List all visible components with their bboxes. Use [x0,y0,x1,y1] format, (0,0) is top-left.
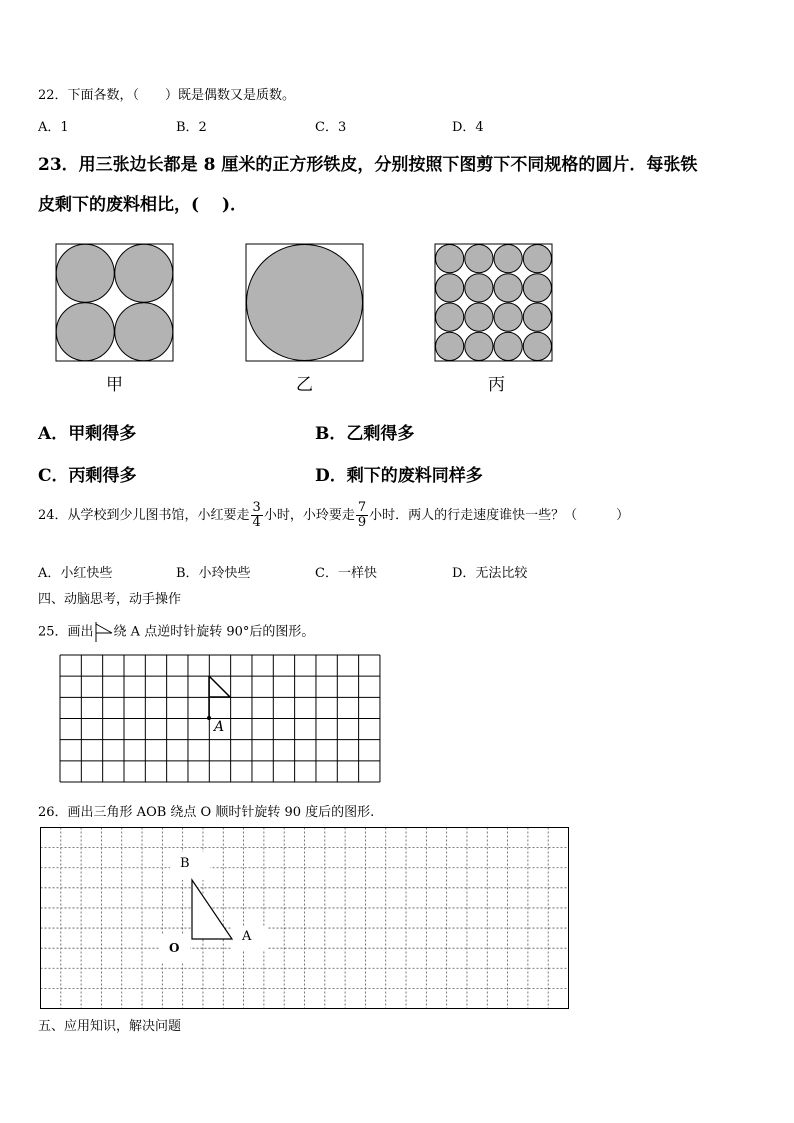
figure-label-jia: 甲 [106,375,123,395]
q23-stem-line1: 23．用三张边长都是 8 厘米的正方形铁皮，分别按照下图剪下不同规格的圆片．每张铁 [38,155,698,175]
q23-stem-line2: 皮剩下的废料相比，( )． [38,195,248,215]
q23-option-d[interactable]: D．剩下的废料同样多 [315,466,483,486]
q24-part3: 小时．两人的行走速度谁快一些？（ ） [369,508,630,523]
q26-label-b-bg [170,852,210,880]
q24-option-a[interactable]: A．小红快些 [38,566,113,581]
q26-stem: 26．画出三角形 AOB 绕点 O 顺时针旋转 90 度后的图形. [38,805,375,820]
q25-suffix: 绕 A 点逆时针旋转 90°后的图形。 [113,624,315,640]
q25-label-a: A [214,719,225,735]
q24-part2: 小时，小玲要走 [263,508,355,523]
q22-stem: 22．下面各数，（ ）既是偶数又是质数。 [38,88,296,103]
q24-option-b[interactable]: B．小玲快些 [176,566,251,581]
q25-prefix: 25．画出 [38,624,94,640]
frac1-den: 4 [252,515,261,530]
q22-option-a[interactable]: A．1 [38,120,69,135]
q23-option-a[interactable]: A．甲剩得多 [38,424,137,444]
frac1-num: 3 [252,500,261,515]
q22-option-b[interactable]: B．2 [176,120,207,135]
q23-option-c[interactable]: C．丙剩得多 [38,466,137,486]
q26-label-a: A [242,929,252,944]
section-five-heading: 五、应用知识，解决问题 [38,1019,182,1034]
q26-grid-lines [41,828,569,1009]
q23-option-b[interactable]: B．乙剩得多 [315,424,415,444]
q24-option-c[interactable]: C．一样快 [315,566,377,581]
q24-option-d[interactable]: D．无法比较 [452,566,528,581]
section-four-heading: 四、动脑思考，动手操作 [38,592,182,607]
q26-label-o: O [169,941,180,955]
frac2-num: 7 [357,500,367,515]
figure-label-yi: 乙 [296,375,313,395]
q22-option-d[interactable]: D．4 [452,120,484,135]
figure-label-bing: 丙 [488,375,505,395]
q26-label-b: B [180,856,190,871]
q24-part1: 24．从学校到少儿图书馆，小红要走 [38,508,250,523]
q22-option-c[interactable]: C．3 [315,120,347,135]
q26-triangle-aob [192,880,232,939]
frac2-den: 9 [357,515,367,530]
